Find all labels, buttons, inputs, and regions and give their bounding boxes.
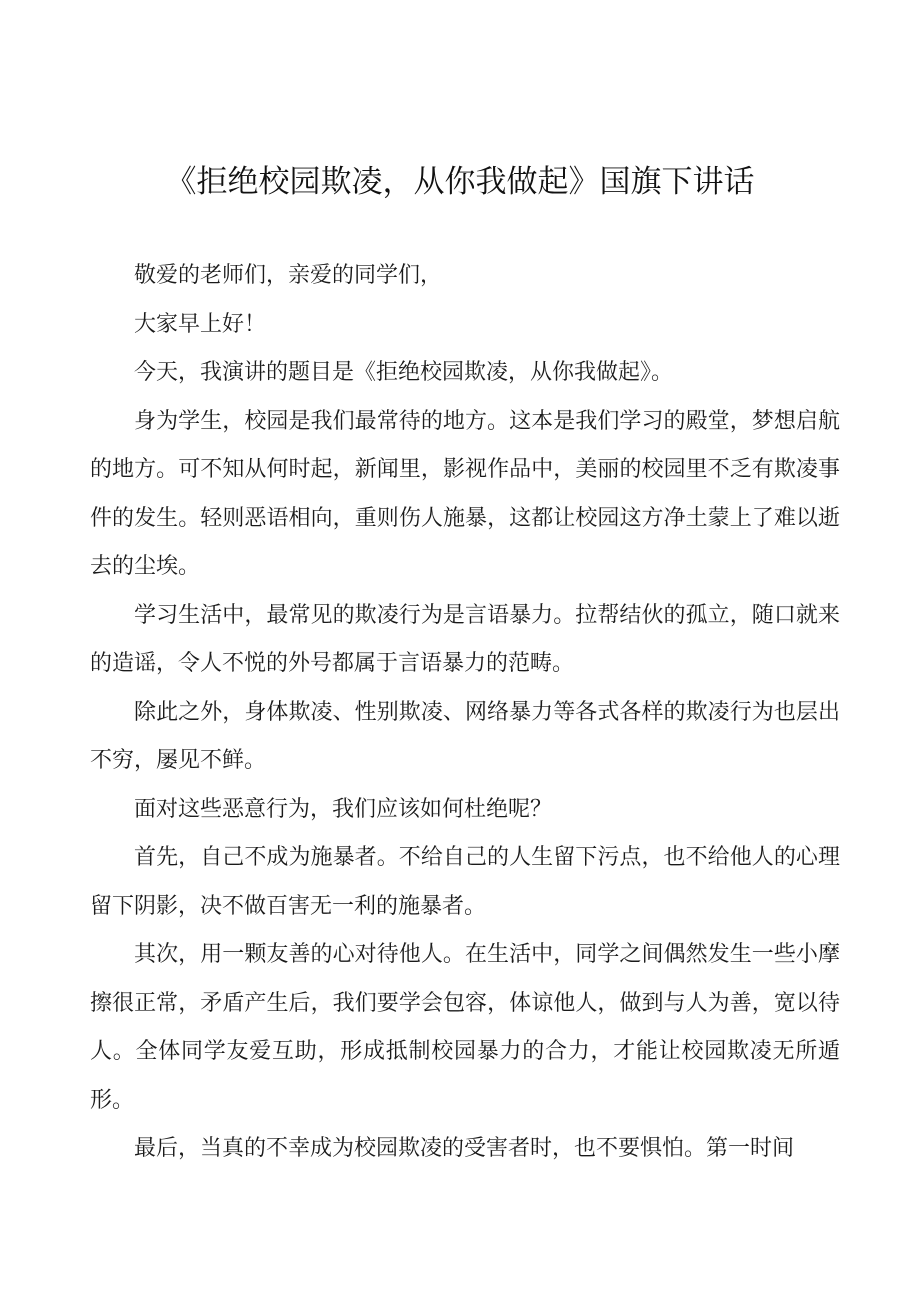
document-title: 《拒绝校园欺凌，从你我做起》国旗下讲话 <box>165 164 755 200</box>
paragraph-campus: 身为学生，校园是我们最常待的地方。这本是我们学习的殿堂，梦想启航的地方。可不知从何时起，新闻里，影视作品中，美丽的校园里不乏有欺凌事件的发生。轻则恶语相向，重则伤人施暴，这都让校园这方净土蒙上了难以逝去的尘埃。 <box>90 408 840 579</box>
paragraph-greeting: 敬爱的老师们，亲爱的同学们， <box>134 263 443 288</box>
paragraph-last: 最后，当真的不幸成为校园欺凌的受害者时，也不要惧怕。第一时间 <box>134 1136 795 1161</box>
document-body <box>90 252 840 1174</box>
paragraph-question: 面对这些恶意行为，我们应该如何杜绝呢？ <box>134 796 553 822</box>
paragraph-topic: 今天，我演讲的题目是《拒绝校园欺凌，从你我做起》。 <box>134 360 674 385</box>
paragraph-verbal-violence: 学习生活中，最常见的欺凌行为是言语暴力。拉帮结伙的孤立，随口就来的造谣，令人不悦的外号都属于言语暴力的范畴。 <box>90 602 840 676</box>
paragraph-morning: 大家早上好！ <box>134 311 267 337</box>
paragraph-other-bullying: 除此之外，身体欺凌、性别欺凌、网络暴力等各式各样的欺凌行为也层出不穷，屡见不鲜。 <box>90 699 840 773</box>
paragraph-second: 其次，用一颗友善的心对待他人。在生活中，同学之间偶然发生一些小摩擦很正常，矛盾产生后，我们要学会包容，体谅他人，做到与人为善，宽以待人。全体同学友爱互助，形成抵制校园暴力的合力，才能让校园欺凌无所遁形。 <box>90 942 840 1113</box>
paragraph-first: 首先，自己不成为施暴者。不给自己的人生留下污点，也不给他人的心理留下阴影，决不做百害无一利的施暴者。 <box>90 845 840 919</box>
